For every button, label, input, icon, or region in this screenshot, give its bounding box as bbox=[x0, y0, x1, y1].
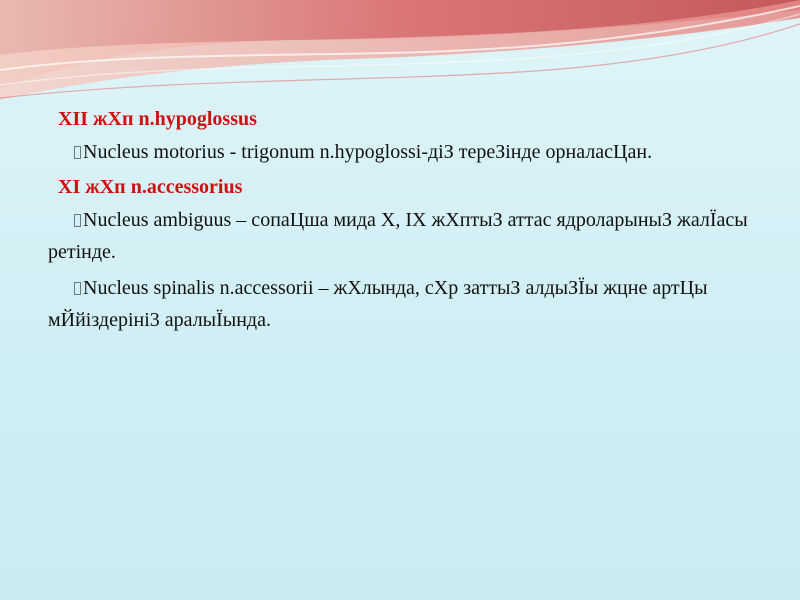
hollow-rectangle-bullet-icon bbox=[74, 282, 81, 295]
paragraph-nucleus-motorius bbox=[48, 136, 748, 168]
section-heading-xii: XII жХп n.hypoglossus bbox=[58, 108, 257, 130]
paragraph-text: Nucleus motorius - trigonum n.hypoglossi-діЗ тереЗінде орналасЦан. bbox=[83, 141, 653, 163]
slide-content bbox=[48, 104, 748, 340]
header-swoosh-decoration bbox=[0, 0, 800, 110]
paragraph-text: Nucleus ambiguus – сопаЦша мида X, IX жХптыЗ аттас ядроларыныЗ жалЇасы ретінде. bbox=[48, 209, 748, 263]
hollow-rectangle-bullet-icon bbox=[74, 214, 81, 227]
paragraph-nucleus-spinalis bbox=[48, 272, 748, 336]
paragraph-text: Nucleus spinalis n.accessorii – жХлында, сХр заттыЗ алдыЗЇы жцне артЦы мЙйіздеріні3 аралыЇында. bbox=[48, 277, 708, 331]
section-heading-xi: XI жХп n.accessorius bbox=[58, 176, 243, 198]
paragraph-nucleus-ambiguus bbox=[48, 204, 748, 268]
hollow-rectangle-bullet-icon bbox=[74, 146, 81, 159]
